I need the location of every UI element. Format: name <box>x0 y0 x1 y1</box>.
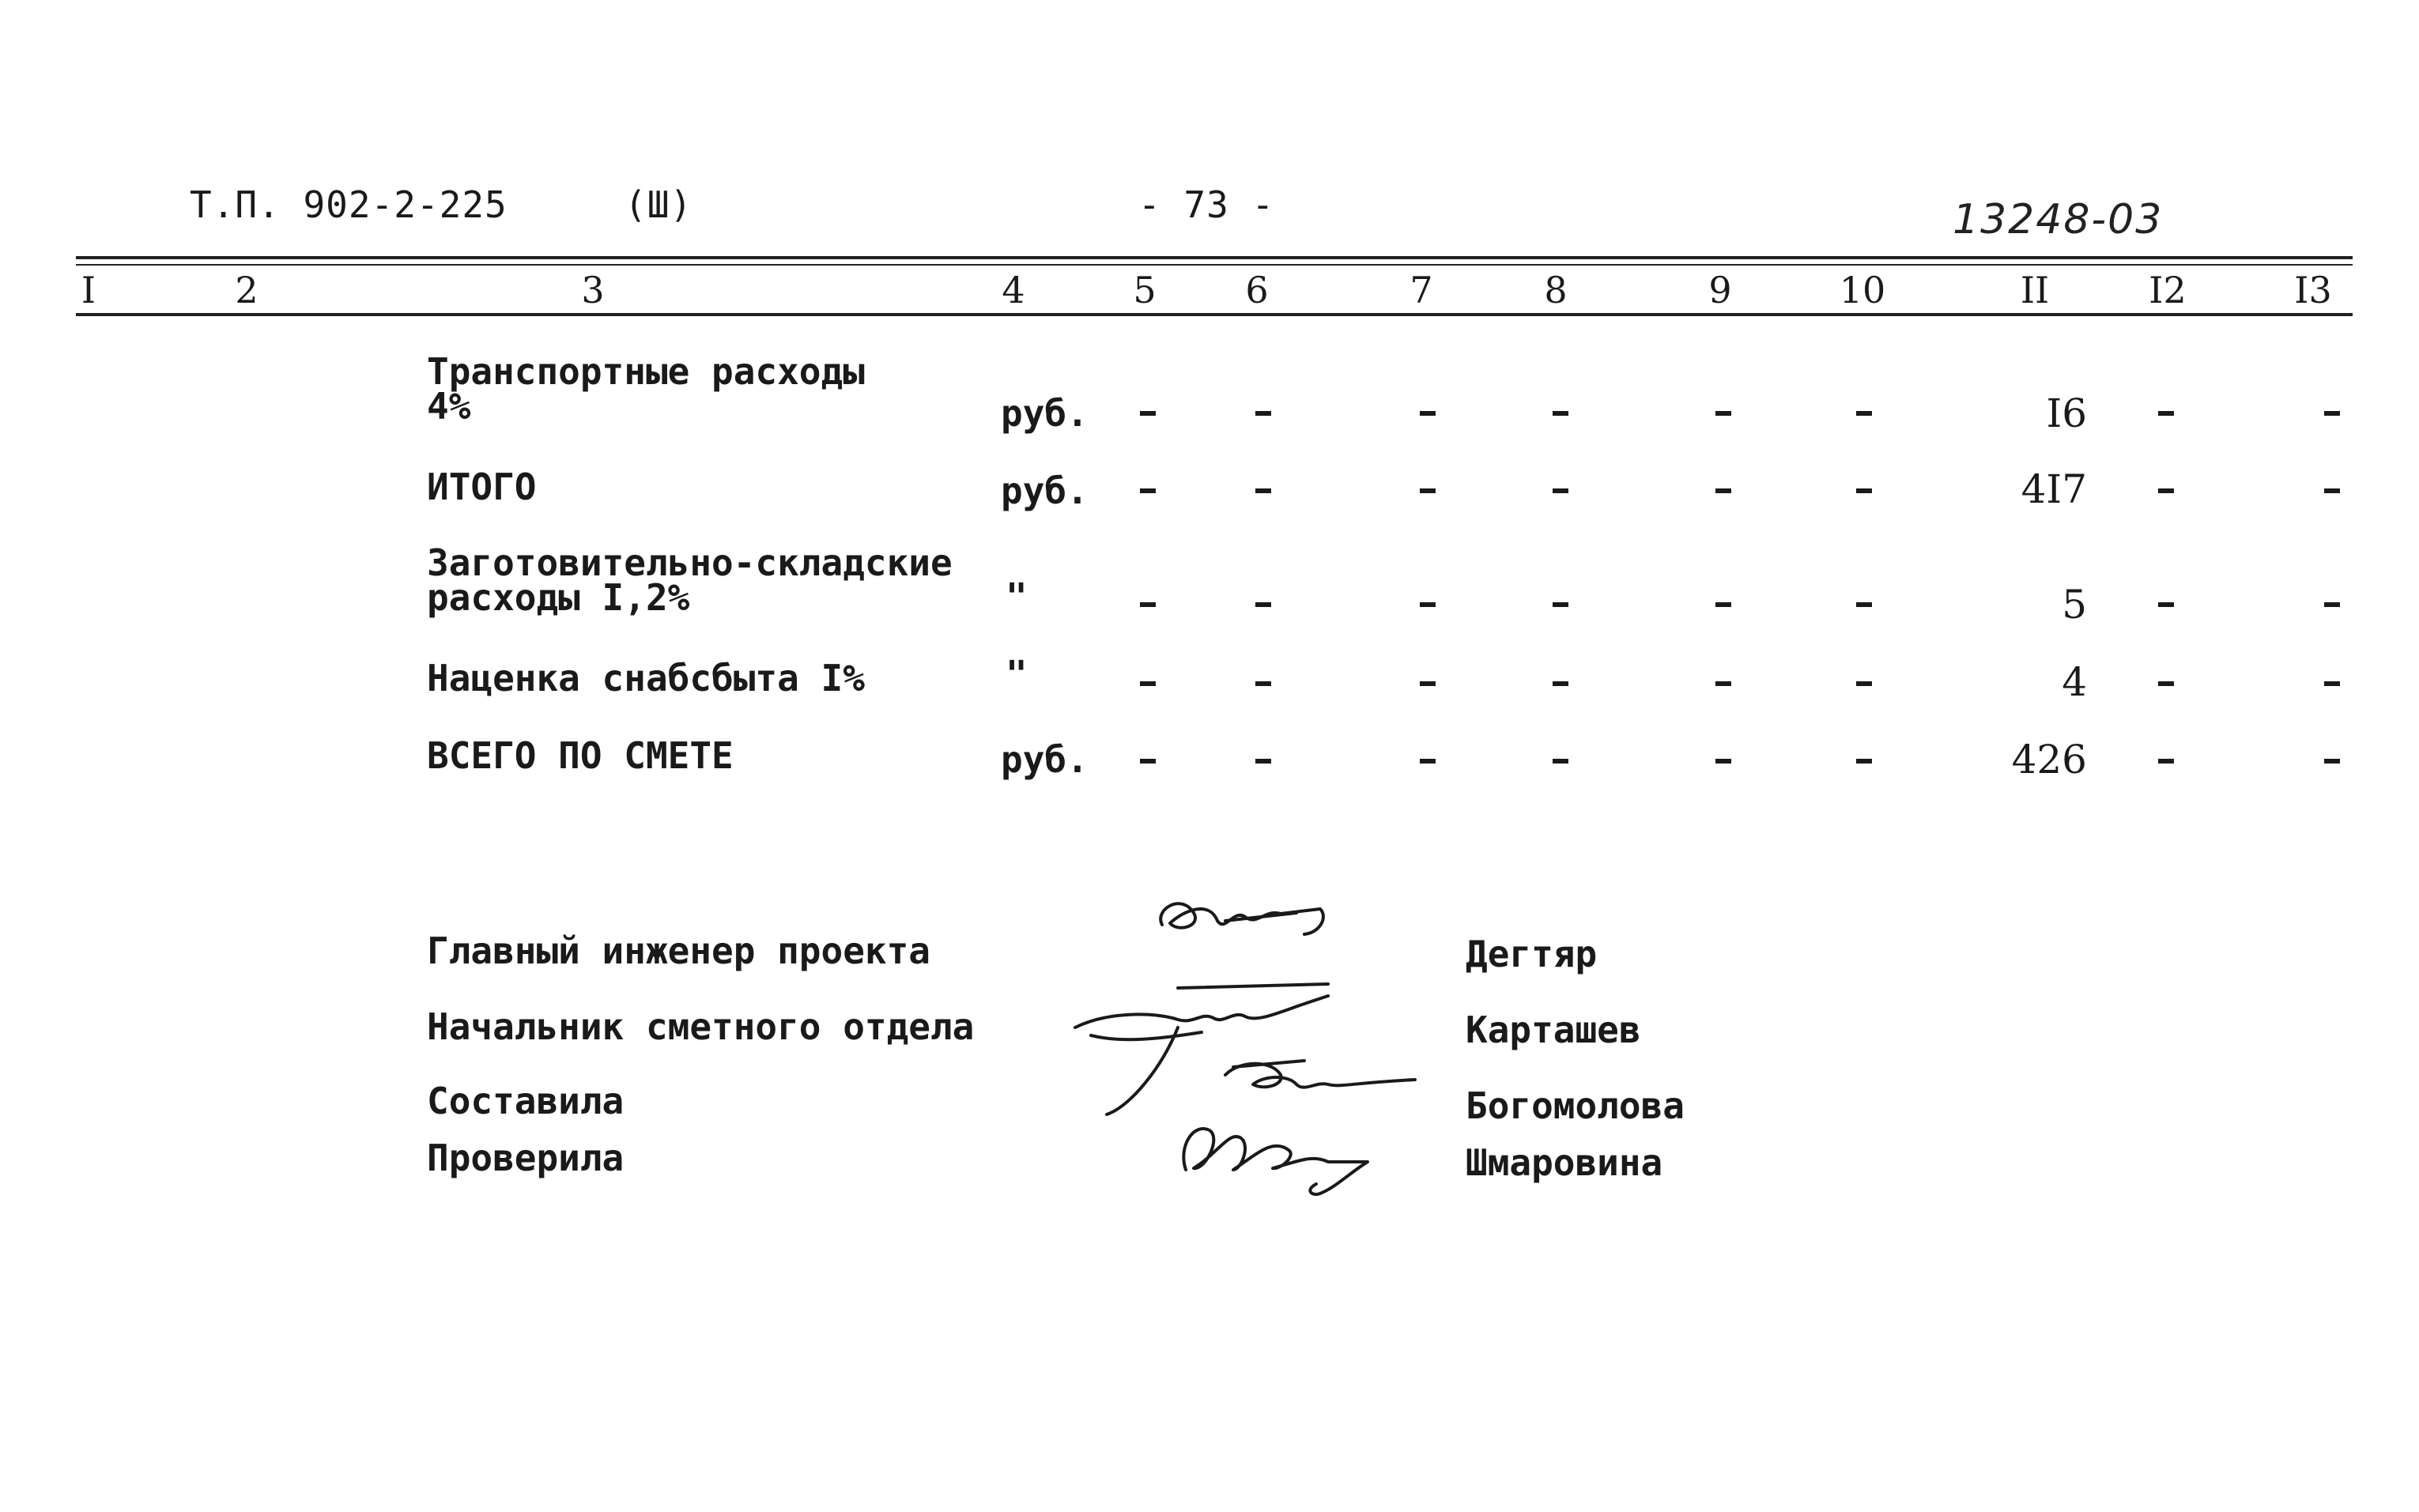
archive-number: 13248-03 <box>1953 196 2164 243</box>
empty-cell-dash <box>2158 681 2174 686</box>
row-label-line: Наценка снабсбыта I% <box>427 657 865 699</box>
column-number: II <box>2020 269 2050 311</box>
page-number: - 73 - <box>1138 183 1275 226</box>
row-value-col11: 4 <box>2062 659 2087 705</box>
empty-cell-dash <box>1553 411 1568 416</box>
empty-cell-dash <box>1856 602 1872 607</box>
empty-cell-dash <box>1255 759 1271 764</box>
table-row-label <box>427 350 865 428</box>
signature-name: Карташев <box>1466 1009 1641 1051</box>
row-label-line: расходы I,2% <box>427 576 690 619</box>
empty-cell-dash <box>1255 411 1271 416</box>
header-rule-bottom <box>76 313 2353 316</box>
empty-cell-dash <box>1140 681 1156 686</box>
empty-cell-dash <box>2324 602 2340 607</box>
empty-cell-dash <box>1255 681 1271 686</box>
empty-cell-dash <box>1715 488 1731 493</box>
row-unit: " <box>1006 653 1028 696</box>
column-number: I <box>81 269 96 311</box>
empty-cell-dash <box>1856 488 1872 493</box>
empty-cell-dash <box>1420 411 1436 416</box>
row-value-col11: 4I7 <box>2021 466 2087 512</box>
signature-stroke-2c <box>1178 984 1328 988</box>
column-number: 4 <box>1002 269 1025 311</box>
empty-cell-dash <box>1255 488 1271 493</box>
document-code: Т.П. 902-2-225 <box>190 183 508 226</box>
empty-cell-dash <box>2324 681 2340 686</box>
table-row-label <box>427 657 865 699</box>
empty-cell-dash <box>1715 681 1731 686</box>
column-number: I2 <box>2149 269 2187 311</box>
row-label-line: 4% <box>427 385 471 428</box>
signature-stroke-2 <box>1075 996 1328 1027</box>
column-number: 2 <box>235 269 259 311</box>
row-label-line: Заготовительно-складские <box>427 541 953 584</box>
empty-cell-dash <box>1856 411 1872 416</box>
header-rule-top <box>76 256 2353 259</box>
empty-cell-dash <box>1856 759 1872 764</box>
handwritten-signatures <box>1043 877 1455 1209</box>
empty-cell-dash <box>1553 488 1568 493</box>
empty-cell-dash <box>1140 602 1156 607</box>
empty-cell-dash <box>1420 602 1436 607</box>
column-number: 10 <box>1839 269 1886 311</box>
column-number: 6 <box>1245 269 1269 311</box>
signature-stroke-3 <box>1225 1064 1415 1088</box>
row-unit: руб. <box>1001 392 1089 435</box>
row-unit: руб. <box>1001 738 1089 781</box>
signature-role: Главный инженер проекта <box>427 929 930 972</box>
empty-cell-dash <box>1553 602 1568 607</box>
empty-cell-dash <box>1715 759 1731 764</box>
signature-stroke-4 <box>1183 1129 1368 1194</box>
empty-cell-dash <box>2158 759 2174 764</box>
empty-cell-dash <box>2324 488 2340 493</box>
signature-name: Шмаровина <box>1466 1141 1663 1184</box>
empty-cell-dash <box>1420 759 1436 764</box>
row-label-line: ВСЕГО ПО СМЕТЕ <box>427 734 734 777</box>
table-row-label <box>427 734 734 777</box>
header-rule-top-thin <box>76 264 2353 266</box>
empty-cell-dash <box>1420 681 1436 686</box>
row-value-col11: 426 <box>2011 737 2087 782</box>
empty-cell-dash <box>2158 602 2174 607</box>
empty-cell-dash <box>2158 488 2174 493</box>
empty-cell-dash <box>1140 759 1156 764</box>
empty-cell-dash <box>1140 488 1156 493</box>
empty-cell-dash <box>1856 681 1872 686</box>
signature-role: Составила <box>427 1080 625 1122</box>
empty-cell-dash <box>1140 411 1156 416</box>
signature-role: Начальник сметного отдела <box>427 1005 975 1048</box>
row-label-line: Транспортные расходы <box>427 350 865 393</box>
signature-name: Дегтяр <box>1466 933 1598 975</box>
empty-cell-dash <box>2158 411 2174 416</box>
row-unit: руб. <box>1001 469 1089 512</box>
empty-cell-dash <box>1715 602 1731 607</box>
signature-role: Проверила <box>427 1137 625 1179</box>
row-value-col11: I6 <box>2046 390 2087 436</box>
column-number: 3 <box>581 269 605 311</box>
signature-name: Богомолова <box>1466 1084 1685 1127</box>
column-number: 9 <box>1708 269 1732 311</box>
empty-cell-dash <box>1420 488 1436 493</box>
column-number: 7 <box>1410 269 1433 311</box>
row-label-line: ИТОГО <box>427 466 537 508</box>
empty-cell-dash <box>1553 681 1568 686</box>
empty-cell-dash <box>1255 602 1271 607</box>
document-part: (Ш) <box>625 183 693 226</box>
empty-cell-dash <box>2324 759 2340 764</box>
empty-cell-dash <box>2324 411 2340 416</box>
column-number: 5 <box>1133 269 1157 311</box>
column-number: I3 <box>2294 269 2332 311</box>
table-row-label <box>427 541 953 619</box>
row-value-col11: 5 <box>2062 582 2087 628</box>
empty-cell-dash <box>1553 759 1568 764</box>
signature-stroke-2b <box>1091 1032 1202 1039</box>
table-row-label <box>427 466 537 508</box>
column-number: 8 <box>1544 269 1568 311</box>
empty-cell-dash <box>1715 411 1731 416</box>
row-unit: " <box>1006 575 1028 618</box>
